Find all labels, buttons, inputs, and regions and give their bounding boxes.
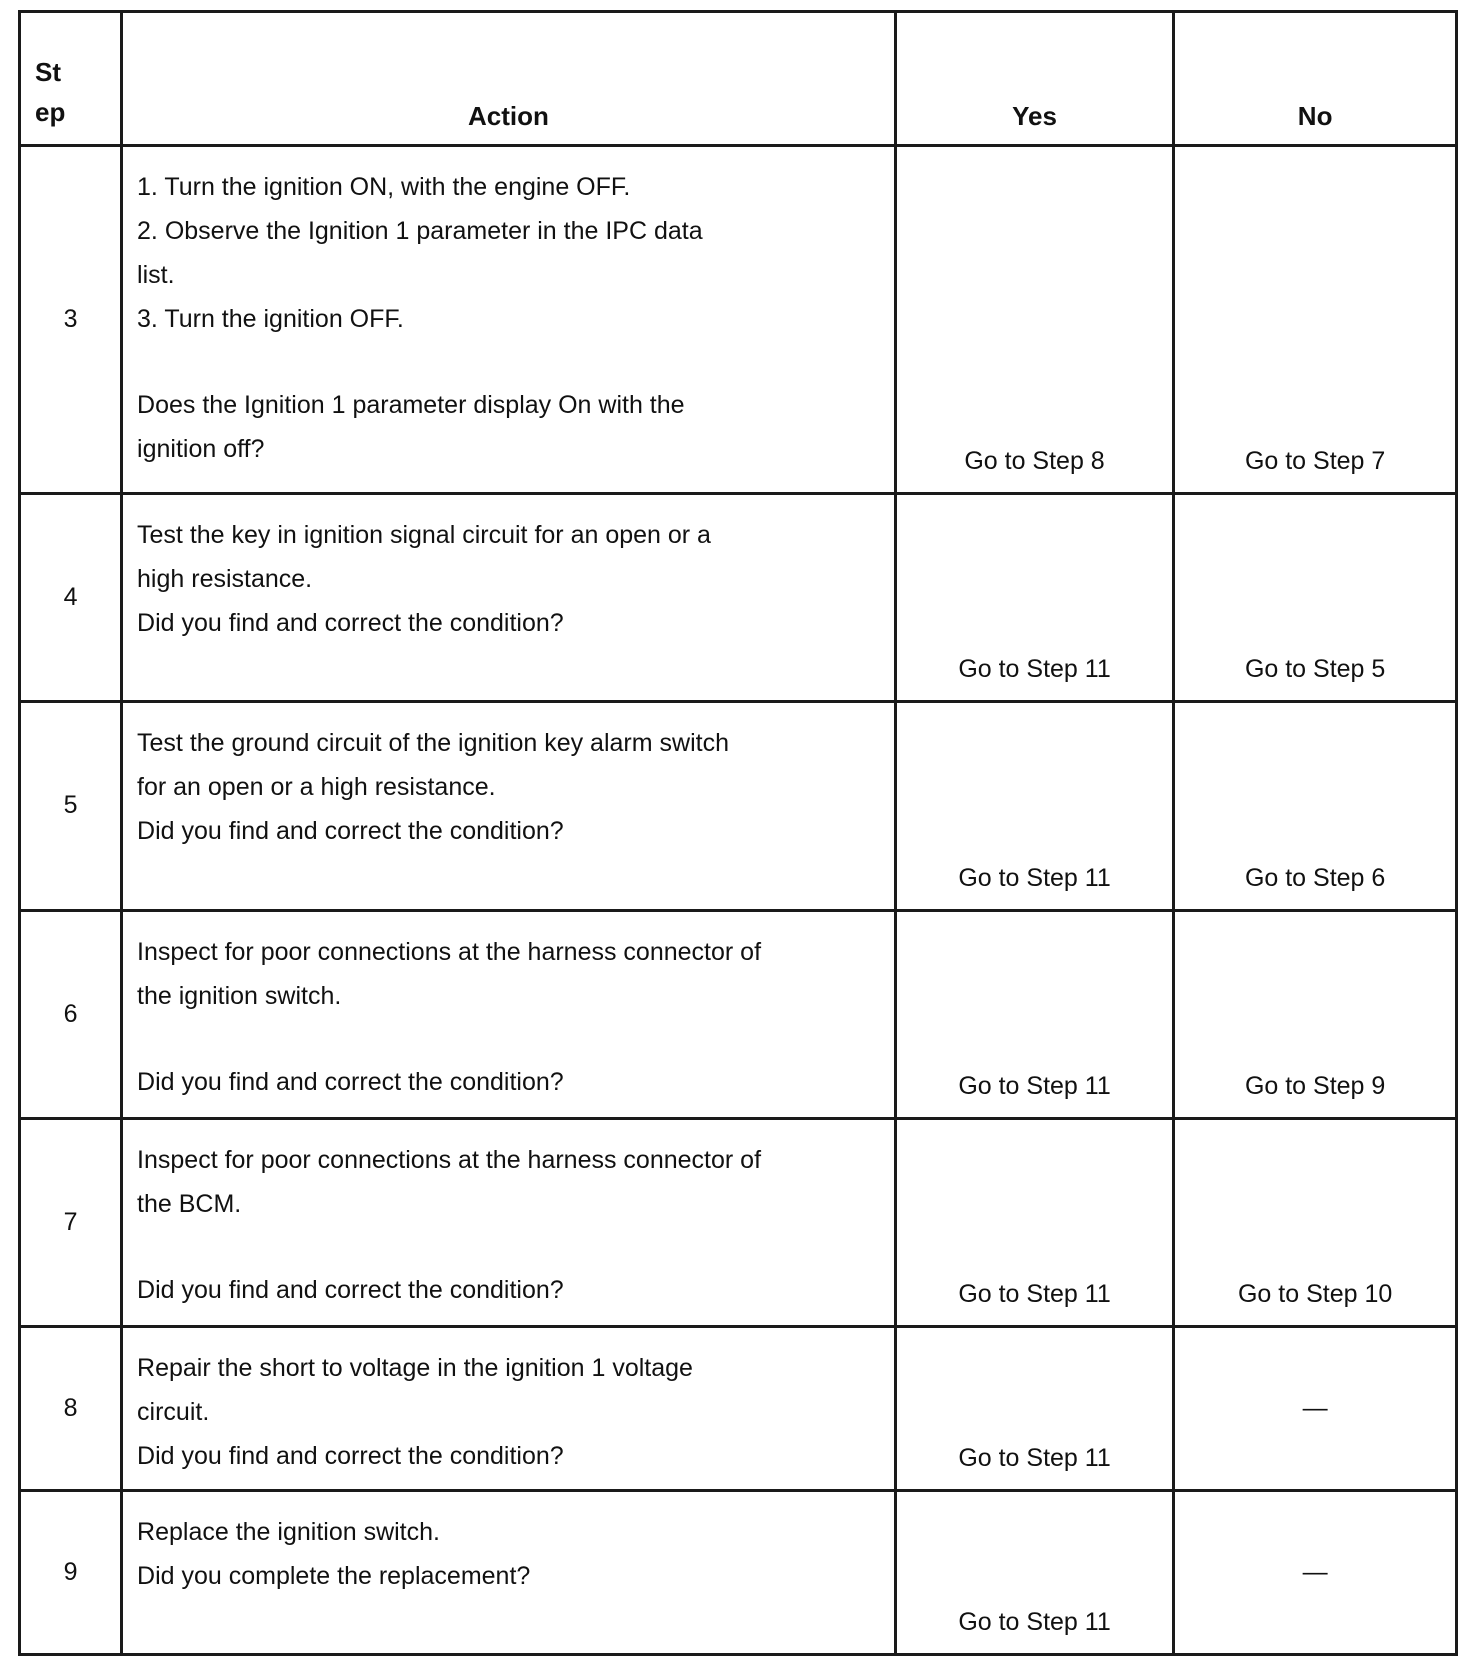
yes-outcome: Go to Step 11 [895,493,1173,701]
header-action: Action [122,12,896,146]
action-line: Did you find and correct the condition? [137,1067,564,1096]
header-step-line2: ep [35,97,66,127]
no-outcome: Go to Step 10 [1174,1119,1457,1327]
header-yes: Yes [895,12,1173,146]
header-step [20,12,122,146]
table-row [20,1491,1457,1655]
action-line: Did you find and correct the condition? [137,1442,564,1471]
action-cell [122,1327,896,1491]
action-line: Repair the short to voltage in the ignition 1 voltage [137,1354,693,1383]
action-cell [122,1119,896,1327]
action-line: list. [137,261,175,289]
action-line: 3. Turn the ignition OFF. [137,305,404,333]
no-outcome: Go to Step 9 [1174,910,1457,1118]
table-row [20,702,1457,910]
action-line: Did you find and correct the condition? [137,608,564,637]
diagnostic-table [18,10,1458,1656]
action-line: Test the key in ignition signal circuit for an open or a [137,520,711,549]
table-row [20,910,1457,1118]
action-line: for an open or a high resistance. [137,773,496,802]
action-line: Test the ground circuit of the ignition key alarm switch [137,729,729,758]
action-line: Replace the ignition switch. [137,1518,440,1547]
step-number: 8 [20,1327,122,1491]
action-cell [122,702,896,910]
table-row [20,146,1457,494]
header-no: No [1174,12,1457,146]
action-line [137,341,894,383]
step-number: 3 [20,146,122,494]
action-line: circuit. [137,1398,210,1427]
action-line [137,1226,894,1268]
header-row [20,12,1457,146]
step-number: 7 [20,1119,122,1327]
no-outcome: — [1174,1491,1457,1655]
action-line: high resistance. [137,564,313,593]
action-line: Did you complete the replacement? [137,1562,531,1591]
step-number: 5 [20,702,122,910]
yes-outcome: Go to Step 8 [895,146,1173,494]
yes-outcome: Go to Step 11 [895,1327,1173,1491]
step-number: 4 [20,493,122,701]
table-row [20,493,1457,701]
header-step-line1: St [35,57,61,87]
no-outcome: Go to Step 7 [1174,146,1457,494]
action-line: the ignition switch. [137,981,342,1010]
action-cell [122,1491,896,1655]
action-cell [122,493,896,701]
action-line: 2. Observe the Ignition 1 parameter in the IPC data [137,217,703,245]
yes-outcome: Go to Step 11 [895,1119,1173,1327]
step-number: 6 [20,910,122,1118]
action-line: the BCM. [137,1190,242,1218]
action-line: ignition off? [137,435,265,463]
table-body [20,146,1457,1655]
table-row [20,1119,1457,1327]
yes-outcome: Go to Step 11 [895,1491,1173,1655]
action-line: Inspect for poor connections at the harness connector of [137,1146,762,1174]
no-outcome: Go to Step 6 [1174,702,1457,910]
action-cell [122,910,896,1118]
action-line: 1. Turn the ignition ON, with the engine OFF. [137,173,631,201]
table-row [20,1327,1457,1491]
action-line [137,1018,894,1060]
action-cell [122,146,896,494]
yes-outcome: Go to Step 11 [895,702,1173,910]
yes-outcome: Go to Step 11 [895,910,1173,1118]
action-line: Did you find and correct the condition? [137,817,564,846]
no-outcome: Go to Step 5 [1174,493,1457,701]
step-number: 9 [20,1491,122,1655]
action-line: Did you find and correct the condition? [137,1276,564,1304]
no-outcome: — [1174,1327,1457,1491]
action-line: Inspect for poor connections at the harness connector of [137,937,762,966]
action-line: Does the Ignition 1 parameter display On with the [137,391,685,419]
